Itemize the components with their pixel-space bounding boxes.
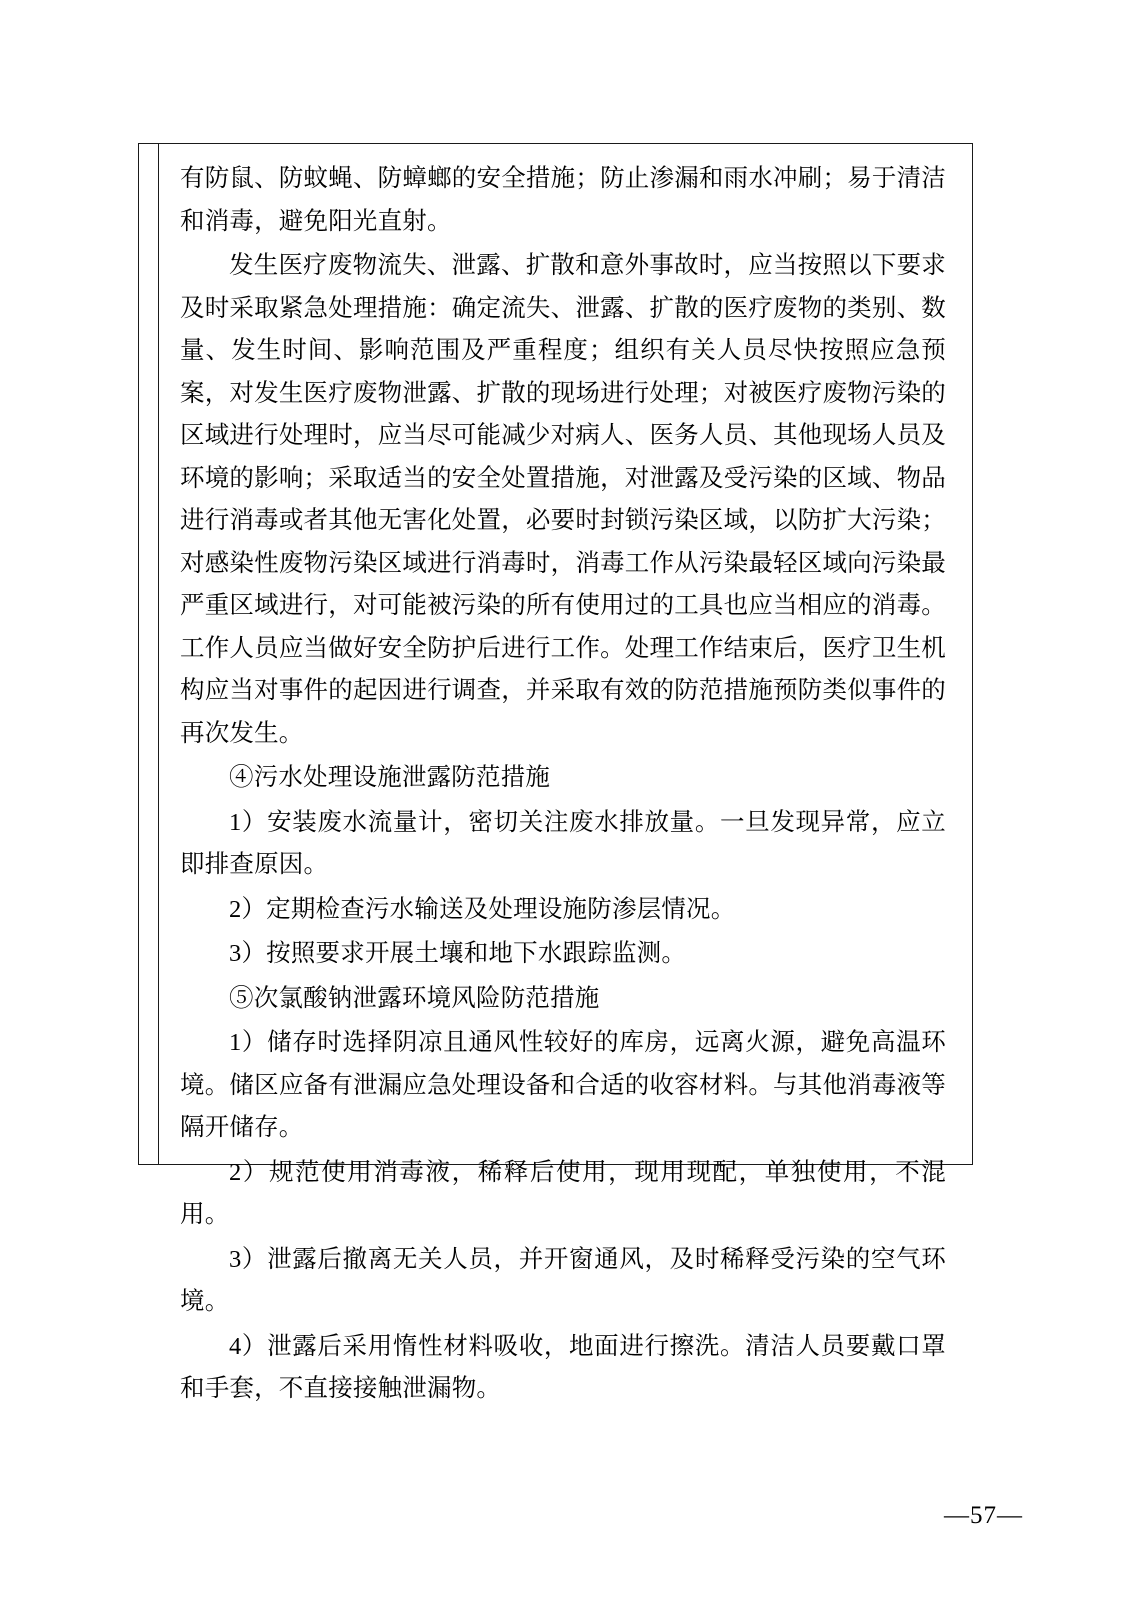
list-item: 1）安装废水流量计，密切关注废水排放量。一旦发现异常，应立即排查原因。 — [180, 808, 946, 878]
paragraph-heading-4: ④污水处理设施泄露防范措施 — [229, 764, 551, 791]
paragraph: 有防鼠、防蚊蝇、防蟑螂的安全措施；防止渗漏和雨水冲刷；易于清洁和消毒，避免阳光直射。 — [180, 165, 946, 235]
list-item: 2）定期检查污水输送及处理设施防渗层情况。 — [229, 895, 736, 923]
list-item: 3）泄露后撤离无关人员，并开窗通风，及时稀释受污染的空气环境。 — [180, 1245, 946, 1315]
list-item: 3）按照要求开展土壤和地下水跟踪监测。 — [229, 940, 687, 967]
table-left-column-divider — [158, 144, 159, 1164]
list-item: 1）储存时选择阴凉且通风性较好的库房，远离火源，避免高温环境。储区应备有泄漏应急处理设备和合适的收容材料。与其他消毒液等隔开储存。 — [180, 1029, 946, 1141]
list-item: 2）规范使用消毒液，稀释后使用，现用现配，单独使用，不混用。 — [180, 1158, 946, 1228]
paragraph-heading-5: ⑤次氯酸钠泄露环境风险防范措施 — [229, 984, 600, 1012]
content-frame — [138, 143, 973, 1402]
document-body — [160, 144, 972, 1402]
paragraph: 发生医疗废物流失、泄露、扩散和意外事故时，应当按照以下要求及时采取紧急处理措施：确定流失、泄露、扩散的医疗废物的类别、数量、发生时间、影响范围及严重程度；组织有关人员尽快按照应急预案，对发生医疗废物泄露、扩散的现场进行处理；对被医疗废物污染的区域进行处理时，应当尽可能减少对病人、医务人员、其他现场人员及环境的影响；采取适当的安全处置措施，对泄露及受污染的区域、物品进行消毒或者其他无害化处置，必要时封锁污染区域，以防扩大污染；对感染性废物污染区域进行消毒时，消毒工作从污染最轻区域向污染最严重区域进行，对可能被污染的所有使用过的工具也应当相应的消毒。工作人员应当做好安全防护后进行工作。处理工作结束后，医疗卫生机构应当对事件的起因进行调查，并采取有效的防范措施预防类似事件的再次发生。 — [180, 252, 946, 747]
list-item: 4）泄露后采用惰性材料吸收，地面进行擦洗。清洁人员要戴口罩和手套，不直接接触泄漏物。 — [180, 1332, 946, 1402]
page-number: —57— — [944, 1502, 1023, 1529]
